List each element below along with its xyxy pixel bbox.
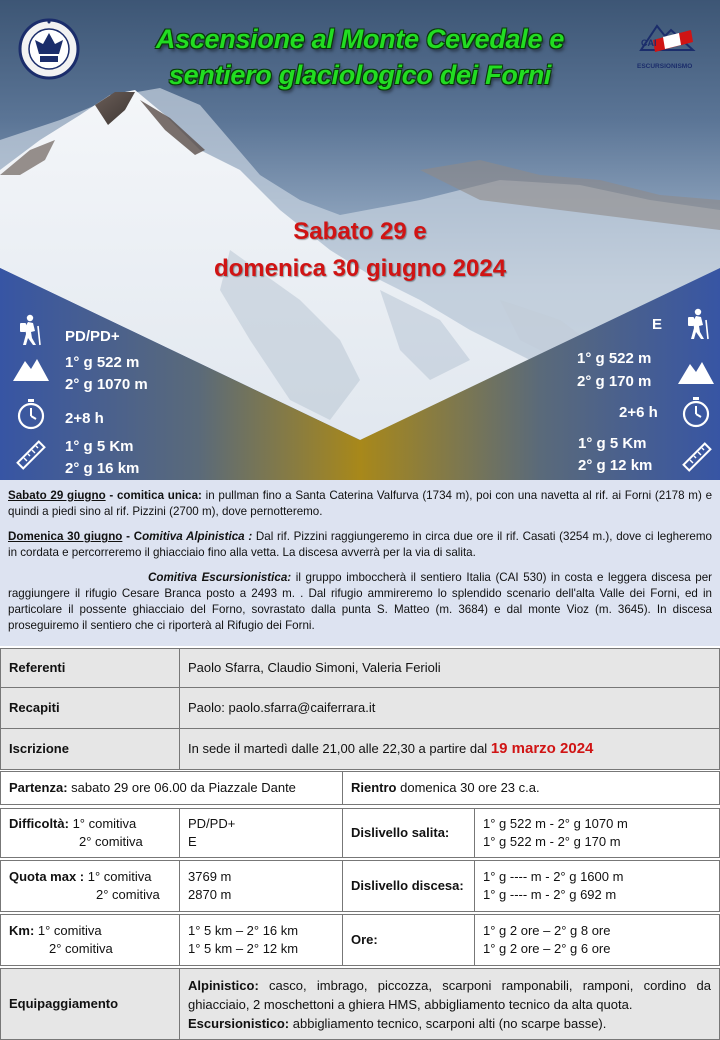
sunday-heading: Domenica 30 giugno <box>8 530 123 543</box>
right-km-day1: 1° g 5 Km <box>578 435 647 452</box>
sunday-subheading: omitiva Alpinistica : <box>142 530 253 543</box>
left-km-day1: 1° g 5 Km <box>65 438 134 455</box>
recapiti-value-cell <box>179 687 720 729</box>
dislivello-salita-value-cell: 1° g 522 m - 2° g 1070 m 1° g 522 m - 2° g 170 m <box>474 808 720 858</box>
equipaggiamento-label-cell: Equipaggiamento <box>0 968 180 1040</box>
left-elevation-day1: 1° g 522 m <box>65 354 140 371</box>
saturday-text: in pullman fino a Santa Caterina Valfurva (1734 m), poi con una navetta al rif. ai Forni (2178 m) e quindi a piedi sino al rif. Pizzini (2700 m), dove pernotteremo. <box>8 489 713 518</box>
saturday-subheading: - comitica unica: <box>105 489 202 502</box>
dislivello-discesa-value-cell: 1° g ---- m - 2° g 1600 m 1° g ---- m - 2° g 692 m <box>474 860 720 912</box>
quota-value-cell: 3769 m 2870 m <box>179 860 343 912</box>
registration-date: 19 marzo 2024 <box>490 740 594 757</box>
hiker-icon <box>684 308 710 340</box>
excursion-subheading: Comitiva Escursionistica: <box>148 571 292 584</box>
left-hours: 2+8 h <box>65 410 104 427</box>
iscrizione-value-cell: In sede il martedì dalle 21,00 alle 22,30 a partire dal 19 marzo 2024 <box>179 728 720 770</box>
hero-banner <box>0 0 720 480</box>
ruler-icon <box>680 440 714 474</box>
program-description <box>0 480 720 646</box>
quota-label-cell: Quota max : 1° comitiva 2° comitiva <box>0 860 180 912</box>
referenti-label-cell: Referenti <box>0 648 180 688</box>
contact-email[interactable]: Paolo: paolo.sfarra@caiferrara.it <box>188 700 376 715</box>
ore-value-cell: 1° g 2 ore – 2° g 8 ore 1° g 2 ore – 2° g 6 ore <box>474 914 720 966</box>
svg-text:CAI: CAI <box>641 38 657 48</box>
event-date-line2: domenica 30 giugno 2024 <box>213 255 507 282</box>
equipaggiamento-value-cell: Alpinistico: casco, imbrago, piccozza, scarponi ramponabili, ramponi, cordino da ghiacciaio, 2 moschettoni a ghiera HMS, abbigliamento tecnico da alta quota. Escursionistico: abbigliamento tecnico, scarponi alti (no scarpe basse). <box>179 968 720 1040</box>
difficolta-value-cell: PD/PD+ E <box>179 808 343 858</box>
km-label-cell: Km: 1° comitiva 2° comitiva <box>0 914 180 966</box>
iscrizione-label-cell: Iscrizione <box>0 728 180 770</box>
partenza-cell: Partenza: sabato 29 ore 06.00 da Piazzale Dante <box>0 771 343 805</box>
right-elevation-day2: 2° g 170 m <box>577 373 652 390</box>
ruler-icon <box>14 438 48 472</box>
right-hours: 2+6 h <box>619 404 658 421</box>
sunday-subheading-prefix: - C <box>122 530 143 543</box>
sunday-text: Dal rif. Pizzini raggiungeremo in circa due ore il rif. Casati (3254 m.), dove ci legheremo in cordata e percorreremo il ghiacciaio fino alla vetta. La discesa avverrà per la via di salita. <box>8 530 712 559</box>
right-km-day2: 2° g 12 km <box>578 457 653 474</box>
stopwatch-icon <box>681 396 711 428</box>
recapiti-label-cell: Recapiti <box>0 687 180 729</box>
ore-label-cell: Ore: <box>342 914 475 966</box>
referenti-value-cell: Paolo Sfarra, Claudio Simoni, Valeria Ferioli <box>179 648 720 688</box>
rientro-cell: Rientro domenica 30 ore 23 c.a. <box>342 771 720 805</box>
paragraph-saturday <box>8 488 712 520</box>
dislivello-discesa-label-cell: Dislivello discesa: <box>342 860 475 912</box>
event-title-line2: sentiero glaciologico dei Forni <box>168 60 552 90</box>
dislivello-salita-label-cell: Dislivello salita: <box>342 808 475 858</box>
saturday-heading: Sabato 29 giugno <box>8 489 106 502</box>
event-title-line1: Ascensione al Monte Cevedale e <box>155 24 565 54</box>
right-elevation-day1: 1° g 522 m <box>577 350 652 367</box>
difficolta-label-cell: Difficoltà: 1° comitiva 2° comitiva <box>0 808 180 858</box>
left-km-day2: 2° g 16 km <box>65 460 140 477</box>
left-elevation-day2: 2° g 1070 m <box>65 376 148 393</box>
right-difficulty: E <box>652 316 663 333</box>
hiker-icon <box>16 314 42 346</box>
svg-text:ESCURSIONISMO: ESCURSIONISMO <box>637 63 693 70</box>
event-date-line1: Sabato 29 e <box>293 218 427 245</box>
stopwatch-icon <box>16 398 46 430</box>
mountain-icon <box>13 355 49 381</box>
km-value-cell: 1° 5 km – 2° 16 km 1° 5 km – 2° 12 km <box>179 914 343 966</box>
mountain-icon <box>678 358 714 384</box>
excursion-text: il gruppo imboccherà il sentiero Italia (CAI 530) in costa e leggera discesa per raggiungere il rifugio Cesare Branca posto a 2493 m. . Dal rifugio ammireremo lo splendido scenario dell'alta Valle dei Forni, ed in particolare il possente ghiacciaio del Forno, sovrastato dalla punta S. Matteo (m. 3684) e dal monte Vioz (m. 3645). In discesa proseguiremo il sentiero che ci riporterà al Rifugio dei Forni. <box>8 571 713 632</box>
left-difficulty: PD/PD+ <box>65 328 120 345</box>
paragraph-sunday-alpinistic <box>8 529 712 561</box>
paragraph-sunday-excursion <box>8 570 712 634</box>
